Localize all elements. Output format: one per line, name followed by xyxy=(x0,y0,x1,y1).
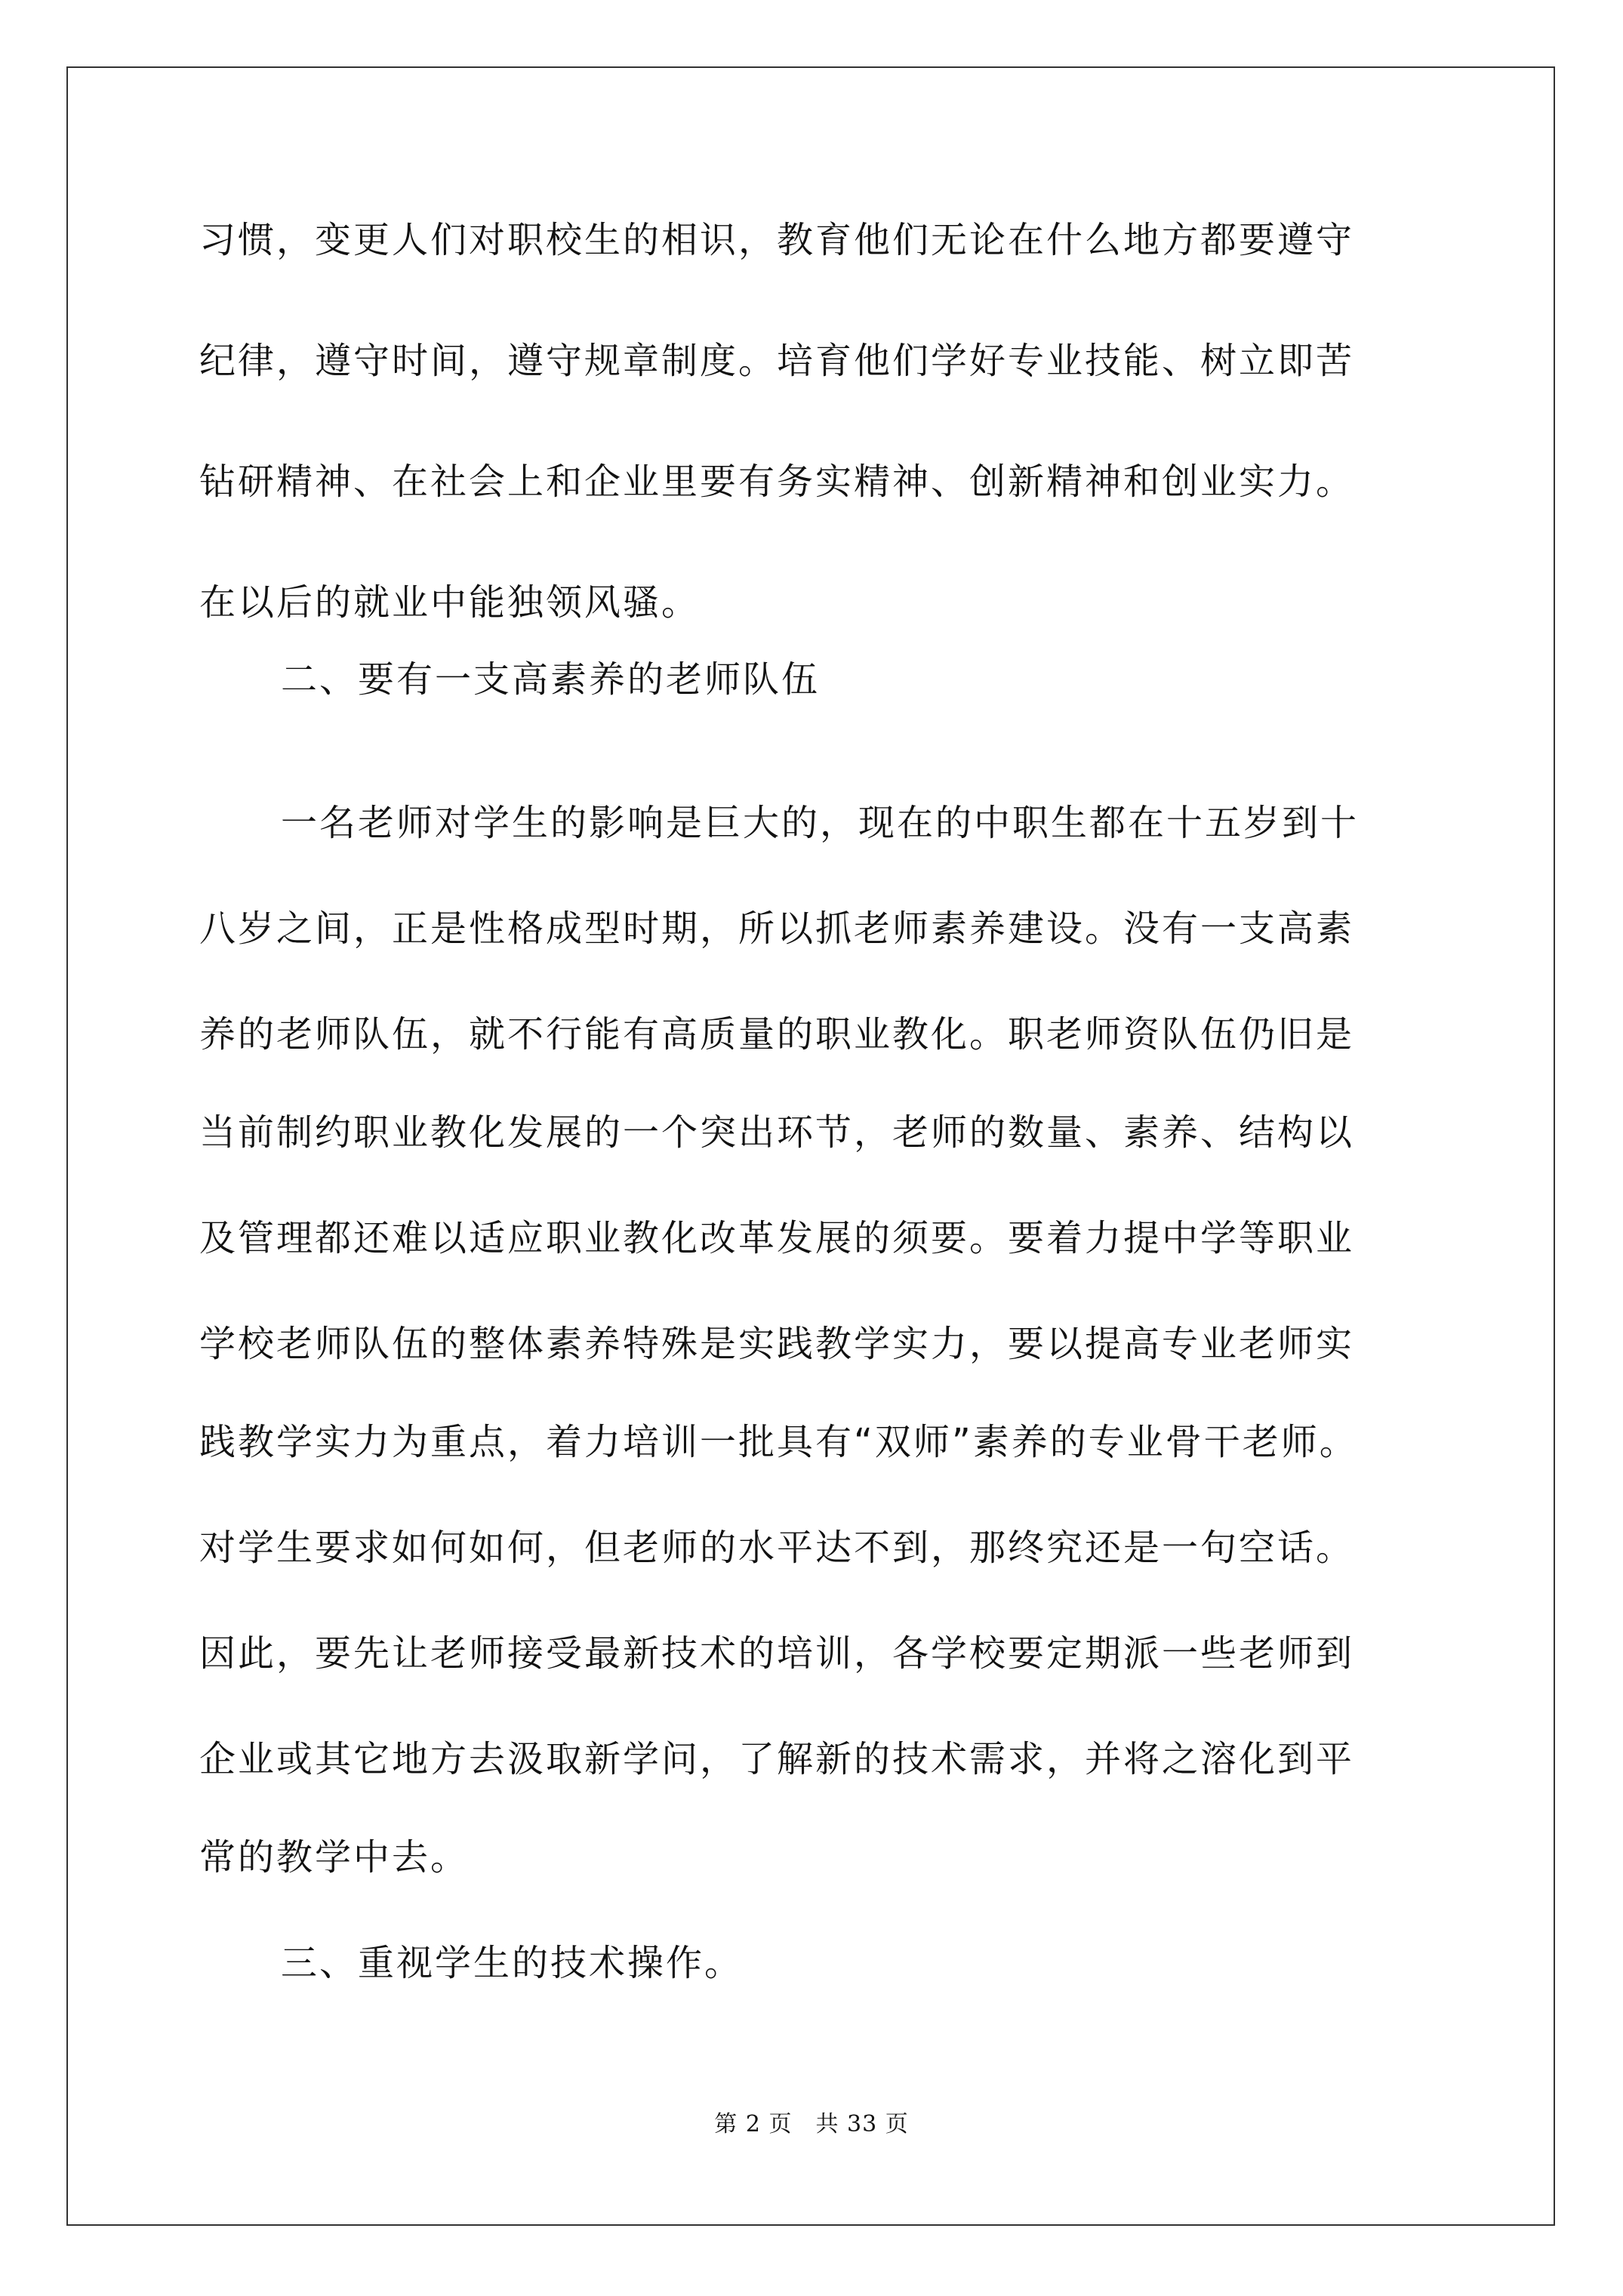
paragraph-line: 及管理都还难以适应职业教化改革发展的须要。要着力提中学等职业 xyxy=(199,1217,1355,1259)
page-footer: 第 2 页 共 33 页 xyxy=(714,2111,909,2137)
paragraph-line: 学校老师队伍的整体素养特殊是实践教学实力，要以提高专业老师实 xyxy=(199,1323,1355,1365)
paragraph-line: 对学生要求如何如何，但老师的水平达不到，那终究还是一句空话。 xyxy=(199,1527,1355,1569)
paragraph-line: 当前制约职业教化发展的一个突出环节，老师的数量、素养、结构以 xyxy=(199,1111,1355,1154)
paragraph-line: 因此，要先让老师接受最新技术的培训，各学校要定期派一些老师到 xyxy=(199,1632,1355,1675)
paragraph-line: 践教学实力为重点，着力培训一批具有“双师”素养的专业骨干老师。 xyxy=(199,1421,1358,1463)
paragraph-line: 钻研精神、在社会上和企业里要有务实精神、创新精神和创业实力。 xyxy=(199,461,1355,503)
paragraph-line: 纪律，遵守时间，遵守规章制度。培育他们学好专业技能、树立即苦 xyxy=(199,340,1355,382)
paragraph-line: 企业或其它地方去汲取新学问，了解新的技术需求，并将之溶化到平 xyxy=(199,1738,1355,1780)
section-heading: 三、重视学生的技术操作。 xyxy=(281,1942,744,1984)
paragraph-line: 习惯，变更人们对职校生的相识，教育他们无论在什么地方都要遵守 xyxy=(199,219,1355,261)
paragraph-line: 养的老师队伍，就不行能有高质量的职业教化。职老师资队伍仍旧是 xyxy=(199,1013,1355,1056)
paragraph-line: 常的教学中去。 xyxy=(199,1836,470,1878)
section-heading: 二、要有一支高素养的老师队伍 xyxy=(281,658,821,701)
paragraph-line: 一名老师对学生的影响是巨大的，现在的中职生都在十五岁到十 xyxy=(281,802,1360,844)
paragraph-line: 在以后的就业中能独领风骚。 xyxy=(199,581,701,624)
paragraph-line: 八岁之间，正是性格成型时期，所以抓老师素养建设。没有一支高素 xyxy=(199,908,1355,950)
